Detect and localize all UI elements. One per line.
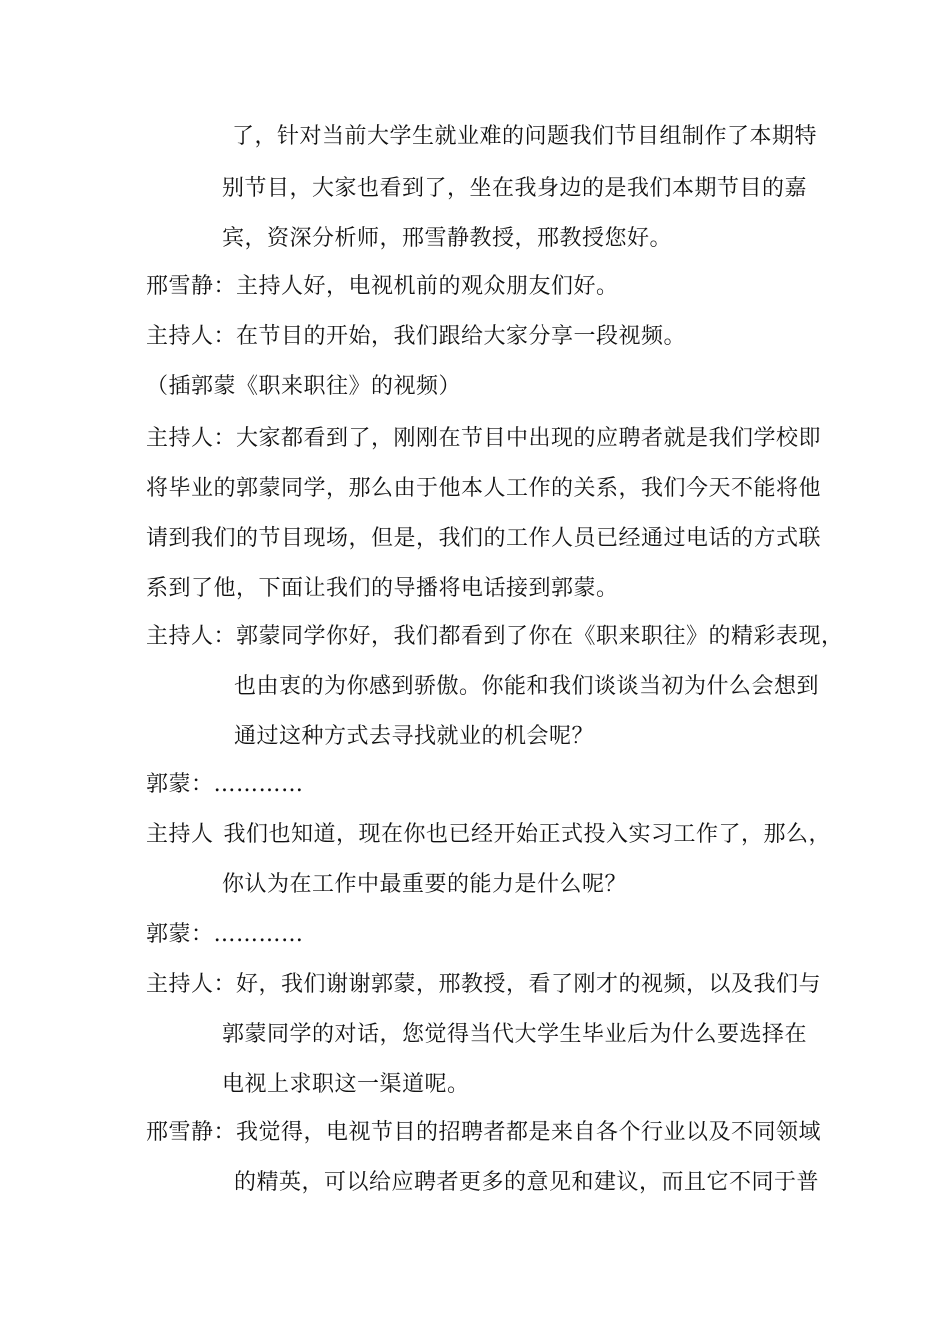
dialogue-line [146,622,844,652]
dialogue-line [146,770,304,800]
text-line: 的精英，可以给应聘者更多的意见和建议，而且它不同于普 [234,1170,820,1195]
dialogue-line [146,820,831,850]
dialogue-text: 我觉得，电视节目的招聘者都是来自各个行业以及不同领域 [236,1120,822,1145]
speaker-name: 郭蒙： [146,772,214,797]
dialogue-line [146,272,619,302]
dialogue-line [146,424,821,454]
text-line: 将毕业的郭蒙同学，那么由于他本人工作的关系，我们今天不能将他 [146,476,822,501]
speaker-name: 主持人： [146,972,237,997]
speaker-name: 邢雪静： [146,274,237,299]
speaker-name: 主持人 [146,822,214,847]
text-line: 通过这种方式去寻找就业的机会呢？ [234,724,595,749]
dialogue-text: 好，我们谢谢郭蒙，邢教授，看了刚才的视频，以及我们与 [236,972,822,997]
text-line: 宾，资深分析师，邢雪静教授，邢教授您好。 [222,226,673,251]
dialogue-line [146,970,821,1000]
text-line: 电视上求职这一渠道呢。 [222,1072,470,1097]
text-line: 你认为在工作中最重要的能力是什么呢？ [222,872,628,897]
text-line: 别节目，大家也看到了，坐在我身边的是我们本期节目的嘉 [222,176,808,201]
speaker-name: 邢雪静： [146,1120,237,1145]
dialogue-text: ………… [213,922,304,947]
speaker-name: 主持人： [146,324,237,349]
text-line: 也由衷的为你感到骄傲。你能和我们谈谈当初为什么会想到 [234,674,820,699]
dialogue-text: 大家都看到了，刚刚在节目中出现的应聘者就是我们学校即 [236,426,822,451]
text-line: 请到我们的节目现场，但是，我们的工作人员已经通过电话的方式联 [146,526,822,551]
text-line: 郭蒙同学的对话，您觉得当代大学生毕业后为什么要选择在 [222,1022,808,1047]
speaker-name: 郭蒙： [146,922,214,947]
dialogue-text: 我们也知道，现在你也已经开始正式投入实习工作了，那么， [223,822,832,847]
text-line: 了，针对当前大学生就业难的问题我们节目组制作了本期特 [232,124,818,149]
dialogue-line [146,1118,821,1148]
dialogue-text: 郭蒙同学你好，我们都看到了你在《职来职往》的精彩表现， [236,624,844,649]
text-line: 系到了他，下面让我们的导播将电话接到郭蒙。 [146,576,619,601]
dialogue-line [146,920,304,950]
dialogue-text: ………… [213,772,304,797]
dialogue-text: 主持人好，电视机前的观众朋友们好。 [236,274,619,299]
stage-direction: （插郭蒙《职来职往》的视频） [146,374,462,399]
speaker-name: 主持人： [146,624,237,649]
dialogue-text: 在节目的开始，我们跟给大家分享一段视频。 [236,324,687,349]
dialogue-line [146,322,686,352]
speaker-name: 主持人： [146,426,237,451]
